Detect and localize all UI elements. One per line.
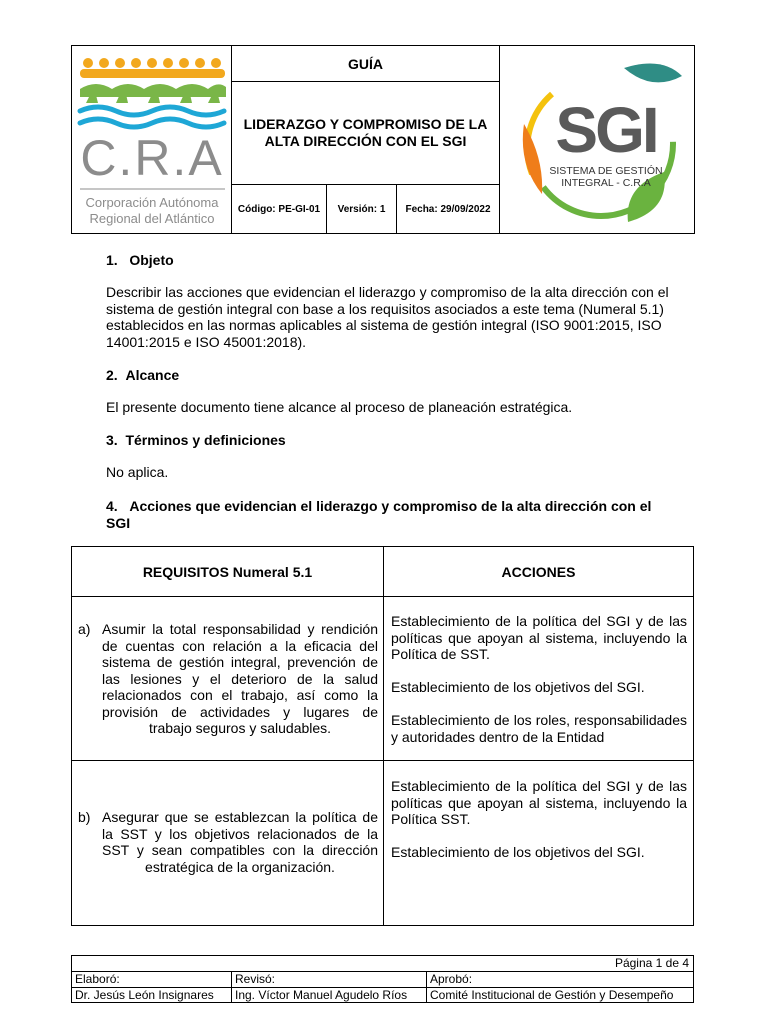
doc-date: Fecha: 29/09/2022: [405, 204, 491, 215]
section-3-body: No aplica.: [106, 464, 169, 480]
table-header-acciones: ACCIONES: [501, 564, 576, 580]
document-header: [71, 45, 695, 234]
row-label: a): [78, 621, 91, 637]
row-action: Establecimiento de la política del SGI y de las políticas que apoyan al sistema, incluyendo la Política de SST.: [391, 613, 687, 662]
aprobo-name: Comité Institucional de Gestión y Desempeño: [430, 988, 674, 1002]
row-action: Establecimiento de los objetivos del SGI.: [391, 679, 645, 695]
sgi-logo-line1: SISTEMA DE GESTIÓN: [549, 165, 663, 177]
section-4-title: 4. Acciones que evidencian el liderazgo y compromiso de la alta dirección con el SGI: [106, 498, 652, 531]
row-action: Establecimiento de los objetivos del SGI.: [391, 844, 645, 860]
cra-letters: C.R.A: [80, 130, 224, 186]
section-2-title: 2. Alcance: [106, 367, 180, 383]
doc-title: LIDERAZGO Y COMPROMISO DE LA ALTA DIRECCIÓN CON EL SGI: [243, 116, 488, 149]
page-number: Página 1 de 4: [614, 956, 689, 970]
sgi-logo: [512, 54, 690, 229]
elaboro-label: Elaboró:: [75, 972, 120, 986]
reviso-label: Revisó:: [235, 972, 276, 986]
sgi-logo-line2: INTEGRAL - C.R.A: [561, 177, 651, 189]
cra-logo: [76, 51, 229, 231]
section-1-body: Describir las acciones que evidencian el liderazgo y compromiso de la alta dirección con el sistema de gestión integral con base a los requisitos asociados a este tema (Numeral 5.1) establecidos en las normas aplicables al sistema de gestión integral (ISO 9001:2015, ISO 14001:2015 e ISO 45001:2018).: [106, 284, 669, 350]
row-label: b): [78, 809, 91, 825]
elaboro-name: Dr. Jesús León Insignares: [75, 988, 214, 1002]
cra-logo-line1: Corporación Autónoma: [85, 195, 219, 210]
row-requirement: Asumir la total responsabilidad y rendición de cuentas con relación a la eficacia del sistema de gestión integral, prevención de las lesiones y el deterioro de la salud relacionados con el trabajo, así como la provisión de actividades y lugares de trabajo seguros y saludables.: [102, 621, 378, 736]
aprobo-label: Aprobó:: [430, 972, 473, 986]
cra-logo-line2: Regional del Atlántico: [89, 211, 215, 226]
section-3-title: 3. Términos y definiciones: [106, 432, 286, 448]
doc-type: GUÍA: [348, 55, 383, 72]
section-2-body: El presente documento tiene alcance al proceso de planeación estratégica.: [106, 399, 573, 415]
sgi-mark: SGI: [555, 94, 657, 166]
row-action: Establecimiento de la política del SGI y de las políticas que apoyan al sistema, incluyendo la Política SST.: [391, 778, 687, 827]
table-header-requisitos: REQUISITOS Numeral 5.1: [142, 564, 313, 580]
doc-code: Código: PE-GI-01: [237, 204, 321, 215]
doc-version: Versión: 1: [337, 204, 386, 215]
requirements-table: [71, 546, 694, 926]
row-action: Establecimiento de los roles, responsabilidades y autoridades dentro de la Entidad: [391, 712, 687, 745]
row-requirement: Asegurar que se establezcan la política de la SST y los objetivos relacionados de la SST y sean compatibles con la dirección estratégica de la organización.: [102, 809, 378, 875]
section-1-title: 1. Objeto: [106, 252, 174, 268]
reviso-name: Ing. Víctor Manuel Agudelo Ríos: [235, 988, 408, 1002]
approval-footer: [71, 955, 694, 1003]
